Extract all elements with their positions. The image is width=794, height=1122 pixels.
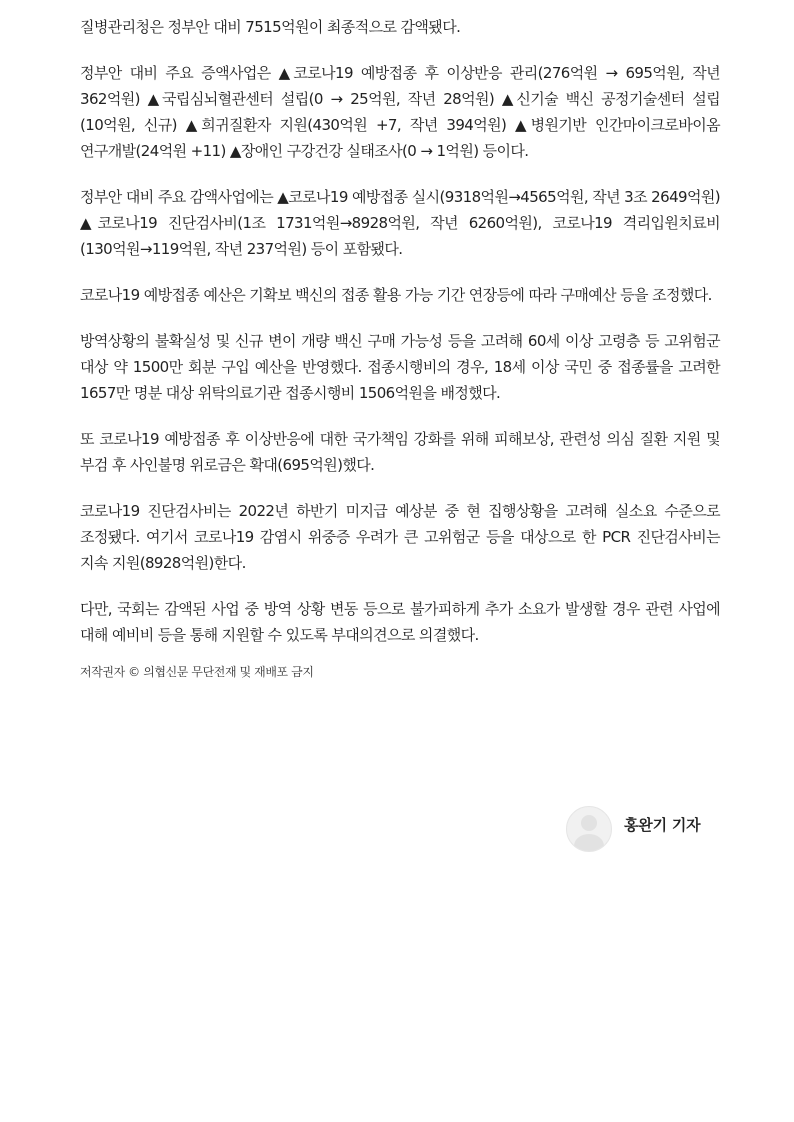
article-paragraph: 방역상황의 불확실성 및 신규 변이 개량 백신 구매 가능성 등을 고려해 60세 이상 고령층 등 고위험군 대상 약 1500만 회분 구입 예산을 반영했다. 접종시행비의 경우, 18세 이상 국민 중 접종률을 고려한 1657만 명분 대상 위탁의료기관 접종시행비 1506억원을 배정했다. [80, 332, 720, 402]
article-paragraph: 또 코로나19 예방접종 후 이상반응에 대한 국가책임 강화를 위해 피해보상, 관련성 의심 질환 지원 및 부검 후 사인불명 위로금은 확대(695억원)했다. [80, 430, 720, 474]
article-paragraph: 정부안 대비 주요 증액사업은 ▲코로나19 예방접종 후 이상반응 관리(276억원 → 695억원, 작년 362억원) ▲국립심뇌혈관센터 설립(0 → 25억원, 작년 28억원) ▲신기술 백신 공정기술센터 설립(10억원, 신규) ▲희귀질환자 지원(430억원 +7, 작년 394억원) ▲병원기반 인간마이크로바이옴 연구개발(24억원 +11) ▲장애인 구강건강 실태조사(0 → 1억원) 등이다. [80, 64, 720, 160]
user-avatar-icon [566, 806, 612, 852]
reporter-byline [566, 806, 726, 852]
avatar-head-shape [581, 815, 597, 831]
avatar-body-shape [574, 834, 604, 852]
copyright-notice: 저작권자 © 의협신문 무단전재 및 재배포 금지 [80, 665, 314, 679]
reporter-name[interactable]: 홍완기 기자 [624, 816, 701, 834]
article-body [80, 14, 720, 682]
article-paragraph: 질병관리청은 정부안 대비 7515억원이 최종적으로 감액됐다. [80, 18, 461, 36]
article-paragraph: 다만, 국회는 감액된 사업 중 방역 상황 변동 등으로 불가피하게 추가 소요가 발생할 경우 관련 사업에 대해 예비비 등을 통해 지원할 수 있도록 부대의견으로 의결했다. [80, 600, 720, 644]
article-paragraph: 코로나19 예방접종 예산은 기확보 백신의 접종 활용 가능 기간 연장등에 따라 구매예산 등을 조정했다. [80, 286, 712, 304]
article-paragraph: 정부안 대비 주요 감액사업에는 ▲코로나19 예방접종 실시(9318억원→4565억원, 작년 3조 2649억원) ▲코로나19 진단검사비(1조 1731억원→8928억원, 작년 6260억원), 코로나19 격리입원치료비(130억원→119억원, 작년 237억원) 등이 포함됐다. [80, 188, 720, 258]
article-paragraph: 코로나19 진단검사비는 2022년 하반기 미지급 예상분 중 현 집행상황을 고려해 실소요 수준으로 조정됐다. 여기서 코로나19 감염시 위중증 우려가 큰 고위험군 등을 대상으로 한 PCR 진단검사비는 지속 지원(8928억원)한다. [80, 502, 720, 572]
